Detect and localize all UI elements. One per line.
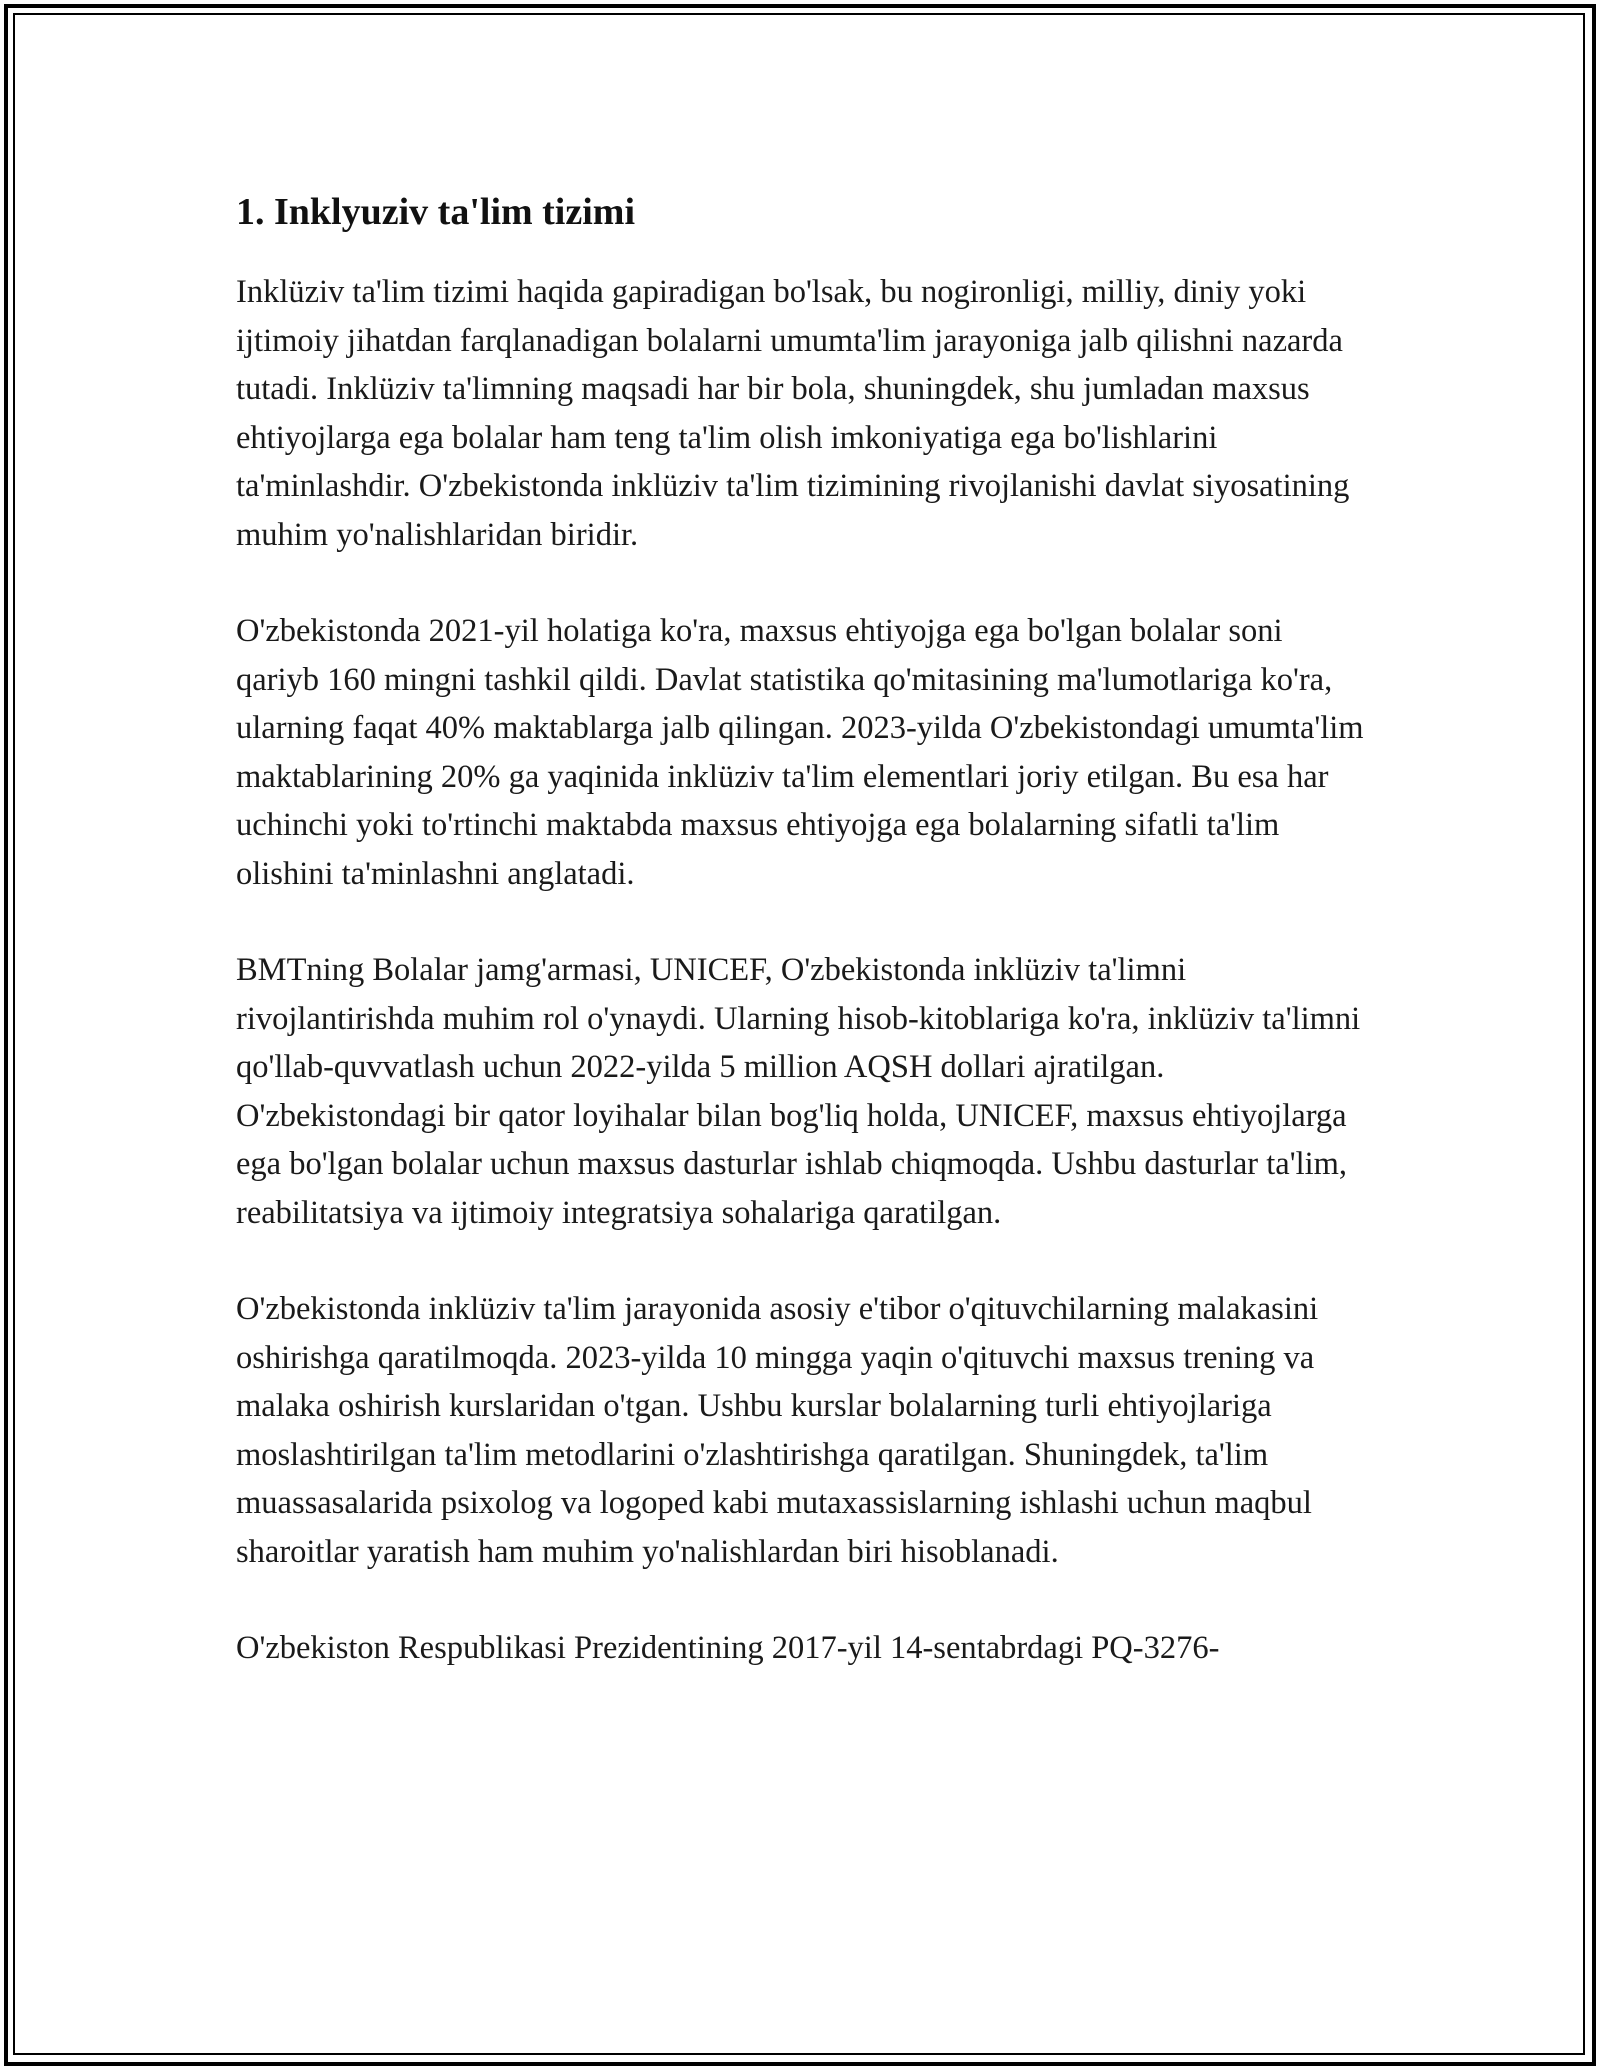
paragraph-unicef: BMTning Bolalar jamg'armasi, UNICEF, O'zbekistonda inklüziv ta'limni rivojlantirishda muhim rol o'ynaydi. Ularning hisob-kitoblariga ko'ra, inklüziv ta'limni qo'llab-quvvatlash uchun 2022-yilda 5 million AQSH dollari ajratilgan. O'zbekistondagi bir qator loyihalar bilan bog'liq holda, UNICEF, maxsus ehtiyojlarga ega bo'lgan bolalar uchun maxsus dasturlar ishlab chiqmoqda. Ushbu dasturlar ta'lim, reabilitatsiya va ijtimoiy integratsiya sohalariga qaratilgan. (236, 952, 1361, 1231)
paragraph-intro: Inklüziv ta'lim tizimi haqida gapiradigan bo'lsak, bu nogironligi, milliy, diniy yoki ijtimoiy jihatdan farqlanadigan bolalarni umumta'lim jarayoniga jalb qilishni nazarda tutadi. Inklüziv ta'limning maqsadi har bir bola, shuningdek, shu jumladan maxsus ehtiyojlarga ega bolalar ham teng ta'lim olish imkoniyatiga ega bo'lishlarini ta'minlashdir. O'zbekistonda inklüziv ta'lim tizimining rivojlanishi davlat siyosatining muhim yo'nalishlaridan biridir. (236, 274, 1350, 553)
paragraph-teachers: O'zbekistonda inklüziv ta'lim jarayonida asosiy e'tibor o'qituvchilarning malakasini oshirishga qaratilmoqda. 2023-yilda 10 mingga yaqin o'qituvchi maxsus trening va malaka oshirish kurslaridan o'tgan. Ushbu kurslar bolalarning turli ehtiyojlariga moslashtirilgan ta'lim metodlarini o'zlashtirishga qaratilgan. Shuningdek, ta'lim muassasalarida psixolog va logoped kabi mutaxassislarning ishlashi uchun maqbul sharoitlar yaratish ham muhim yo'nalishlardan biri hisoblanadi. (236, 1291, 1319, 1570)
document-body (236, 188, 1366, 1673)
paragraph-statistics: O'zbekistonda 2021-yil holatiga ko'ra, maxsus ehtiyojga ega bo'lgan bolalar soni qariyb 160 mingni tashkil qildi. Davlat statistika qo'mitasining ma'lumotlariga ko'ra, ularning faqat 40% maktablarga jalb qilingan. 2023-yilda O'zbekistondagi umumta'lim maktablarining 20% ga yaqinida inklüziv ta'lim elementlari joriy etilgan. Bu esa har uchinchi yoki to'rtinchi maktabda maxsus ehtiyojga ega bolalarning sifatli ta'lim olishini ta'minlashni anglatadi. (236, 613, 1364, 892)
section-heading: 1. Inklyuziv ta'lim tizimi (236, 191, 635, 233)
paragraph-decree: O'zbekiston Respublikasi Prezidentining 2017-yil 14-sentabrdagi PQ-3276- (236, 1630, 1220, 1666)
